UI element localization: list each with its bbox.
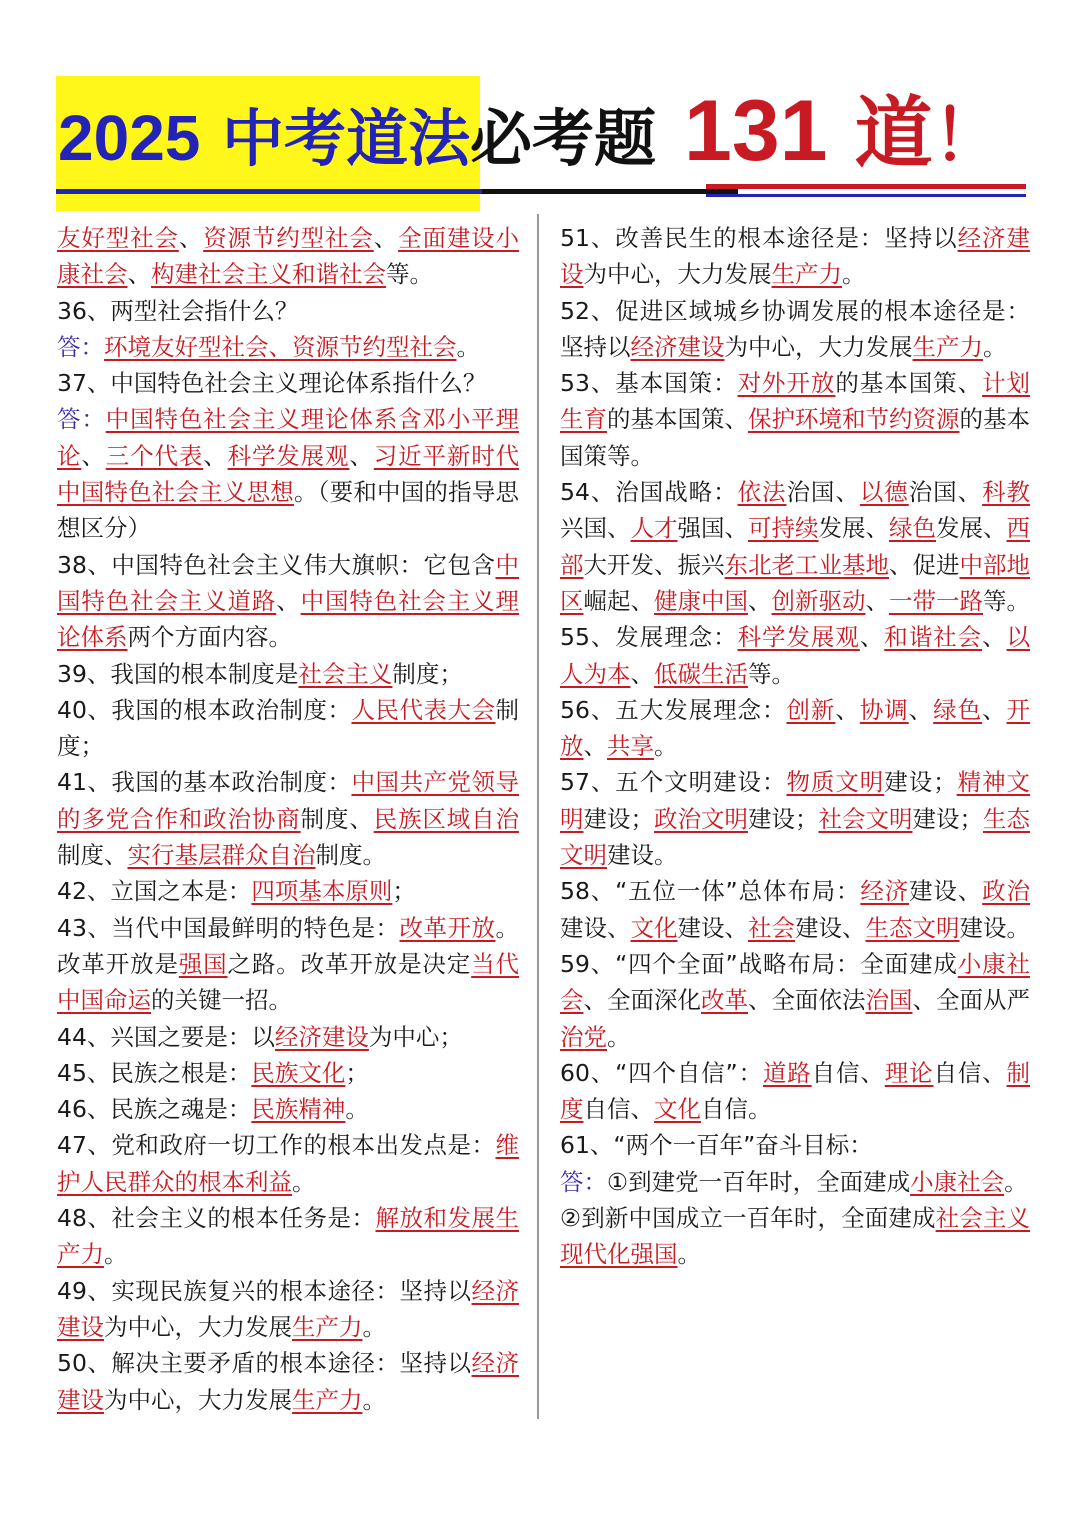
key-term: 资源节约型社会: [203, 224, 374, 252]
body-text: 38、中国特色社会主义伟大旗帜：它包含: [57, 550, 496, 579]
key-term: 政治: [982, 877, 1031, 906]
body-text: 56、五大发展理念：: [560, 695, 787, 724]
body-text: 建设；: [583, 804, 654, 833]
body-text: 建设；: [912, 804, 983, 833]
body-text: 建设、: [909, 877, 983, 906]
list-item: [57, 293, 519, 329]
key-term: 以德: [859, 478, 909, 507]
body-text: 之路。改革开放是决定: [227, 949, 472, 978]
key-term: 理论: [884, 1058, 934, 1087]
key-term: 社会主义: [298, 659, 393, 688]
body-text: 42、立国之本是：: [57, 877, 252, 906]
key-term: 政治文明: [654, 804, 748, 833]
title-underline-blue: [56, 189, 482, 194]
list-item: [57, 692, 519, 765]
list-item: [560, 1127, 1030, 1163]
body-text: 、: [748, 586, 772, 615]
body-text: 。: [362, 1385, 386, 1414]
key-term: 物质文明: [786, 768, 885, 797]
key-term: 当代中国命运: [57, 949, 520, 1015]
key-term: 经济建设: [274, 1022, 369, 1051]
body-text: 37、中国特色社会主义理论体系指什么？: [57, 369, 487, 398]
body-text: 。: [104, 1240, 128, 1269]
body-text: 。: [983, 332, 1007, 361]
body-text: 59、“四个全面”战略布局：全面建成: [560, 949, 958, 978]
body-text: 。: [362, 1312, 386, 1341]
body-text: 。（要和中国的指导思想区分）: [57, 478, 520, 543]
title-underline-red: [706, 184, 1026, 189]
body-text: 强国、: [677, 514, 748, 543]
body-text: ①到建党一百年时，全面建成: [607, 1167, 911, 1196]
key-term: 和谐社会: [884, 623, 983, 652]
body-text: 为中心，大力发展: [104, 1312, 292, 1341]
list-item: [560, 873, 1030, 946]
key-term: 经济建设: [57, 1349, 520, 1414]
body-text: 制度、: [57, 841, 128, 870]
list-item: [560, 1164, 1030, 1200]
key-term: 民族精神: [251, 1095, 346, 1124]
key-term: 人才: [630, 514, 678, 543]
key-term: 中国特色社会主义理论体系含邓小平理论: [57, 405, 520, 470]
key-term: 西部: [560, 514, 1030, 579]
body-text: 建设；: [748, 804, 819, 833]
key-term: 改革开放: [399, 913, 496, 942]
body-text: 的关键一招。: [151, 986, 292, 1015]
body-text: 61、“两个一百年”奋斗目标：: [560, 1131, 873, 1160]
body-text: 建设、: [560, 913, 631, 942]
body-text: 、: [178, 224, 204, 252]
title-count: 131: [683, 83, 828, 179]
list-item: [560, 692, 1030, 765]
key-term: 生产力: [771, 260, 842, 289]
body-text: 、: [583, 732, 607, 761]
key-term: 经济: [860, 877, 910, 906]
list-item: [560, 1055, 1030, 1128]
key-term: 开放: [560, 695, 1031, 761]
key-term: 中国特色社会主义理论体系: [57, 586, 520, 652]
list-item: [57, 910, 519, 1019]
body-text: 、: [349, 441, 374, 470]
key-term: 以人为本: [560, 623, 1031, 688]
title-exclamation: ！: [932, 95, 1003, 177]
body-text: 、: [982, 623, 1007, 652]
key-term: 低碳生活: [654, 659, 748, 688]
key-term: 文化: [630, 913, 678, 942]
body-text: 、: [81, 441, 106, 470]
list-item: [560, 220, 1030, 293]
key-term: 精神文明: [560, 768, 1031, 833]
body-text: 的基本国策等。: [560, 405, 1030, 470]
page-title: [56, 76, 1026, 211]
body-text: 大开发、振兴: [583, 550, 725, 579]
body-text: 。: [677, 1240, 701, 1269]
body-text: 、: [908, 695, 934, 724]
body-text: 52、促进区域城乡协调发展的根本途径是：坚持以: [560, 296, 1030, 361]
body-text: 治国、: [786, 478, 860, 507]
key-term: 小康社会: [910, 1167, 1005, 1196]
body-text: 41、我国的基本政治制度：: [57, 768, 352, 797]
left-column: [57, 220, 519, 1418]
body-text: 。改革开放是: [57, 913, 520, 978]
key-term: 小康社会: [560, 949, 1030, 1015]
body-text: 建设；: [884, 768, 957, 797]
key-term: 民族文化: [251, 1058, 346, 1087]
body-text: 两个方面内容。: [127, 623, 292, 652]
key-term: 经济建设: [560, 224, 1031, 289]
body-text: 建设、: [677, 913, 748, 942]
body-text: 为中心，大力发展: [104, 1385, 292, 1414]
key-term: 全面建设小康社会: [57, 224, 520, 289]
key-term: 维护人民群众的根本利益: [57, 1131, 519, 1196]
body-text: 兴国、: [560, 514, 631, 543]
key-term: 改革: [701, 986, 748, 1015]
body-text: 、: [982, 695, 1007, 724]
key-term: 经济建设: [630, 332, 725, 361]
key-term: 道路: [762, 1058, 812, 1087]
key-term: 对外开放: [737, 369, 836, 398]
body-text: 、: [630, 659, 654, 688]
key-term: 创新驱动: [771, 586, 866, 615]
body-text: 。: [1004, 1167, 1028, 1196]
list-item: [560, 365, 1030, 474]
body-text: 发展、: [936, 514, 1007, 543]
key-term: 治国: [865, 986, 913, 1015]
list-item: [57, 365, 519, 401]
body-text: 崛起、: [583, 586, 654, 615]
body-text: 49、实现民族复兴的根本途径：坚持以: [57, 1276, 472, 1305]
key-term: 生产力: [292, 1312, 363, 1341]
key-term: 构建社会主义和谐社会: [151, 260, 386, 289]
key-term: 可持续: [748, 514, 819, 543]
key-term: 绿色: [933, 695, 983, 724]
list-item: [57, 1091, 519, 1127]
body-text: 53、基本国策：: [560, 369, 738, 398]
list-item: [57, 1273, 519, 1346]
key-term: 中国特色社会主义道路: [57, 550, 519, 615]
body-text: 。: [456, 332, 480, 361]
key-term: 科学发展观: [227, 441, 350, 470]
body-text: 44、兴国之要是：以: [57, 1022, 275, 1051]
key-term: 科学发展观: [737, 623, 860, 652]
body-text: 治国、: [908, 478, 983, 507]
body-text: 。: [345, 1095, 369, 1124]
list-item: [560, 1200, 1030, 1273]
body-text: 58、“五位一体”总体布局：: [560, 877, 861, 906]
body-text: 43、当代中国最鲜明的特色是：: [57, 913, 400, 942]
key-term: 人民代表大会: [351, 695, 496, 724]
list-item: [57, 1200, 519, 1273]
list-item: [57, 764, 519, 873]
body-text: 、促进: [889, 550, 960, 579]
key-term: 科教: [982, 478, 1031, 507]
key-term: 三个代表: [105, 441, 204, 470]
key-term: 实行基层群众自治: [127, 841, 316, 870]
body-text: 。: [292, 1167, 316, 1196]
title-unit: 道: [827, 89, 933, 179]
key-term: 生产力: [292, 1385, 363, 1414]
body-text: 等。: [748, 659, 795, 688]
key-term: 绿色: [889, 514, 936, 543]
body-text: 40、我国的根本政治制度：: [57, 695, 352, 724]
body-text: 、: [276, 586, 301, 615]
key-term: 保护环境和节约资源: [748, 405, 960, 434]
key-term: 解放和发展生产力: [57, 1204, 520, 1269]
body-text: 制度、: [300, 804, 374, 833]
body-text: 为中心，大力发展: [724, 332, 913, 361]
body-text: 等。: [386, 260, 433, 289]
key-term: 友好型社会: [57, 224, 179, 252]
body-text: 发展、: [818, 514, 889, 543]
body-text: ；: [345, 1058, 369, 1087]
key-term: 四项基本原则: [251, 877, 393, 906]
key-term: 创新: [786, 695, 836, 724]
body-text: 、: [859, 623, 885, 652]
body-text: 、: [127, 260, 151, 289]
key-term: 社会文明: [818, 804, 913, 833]
body-text: 的基本国策、: [835, 369, 983, 398]
key-term: 环境友好型社会、资源节约型社会: [104, 332, 457, 361]
right-column: [560, 220, 1030, 1273]
body-text: 为中心，大力发展: [583, 260, 772, 289]
list-item: [57, 401, 519, 546]
key-term: 生态文明: [865, 913, 960, 942]
body-text: 自信。: [701, 1095, 772, 1124]
body-text: 建设。: [959, 913, 1030, 942]
body-text: ；: [392, 877, 416, 906]
body-text: 。: [607, 1022, 631, 1051]
list-item: [560, 946, 1030, 1055]
answer-label: 答：: [57, 332, 104, 361]
body-text: 建设、: [795, 913, 866, 942]
body-text: 等。: [983, 586, 1030, 615]
list-item: [57, 547, 519, 656]
body-text: 、全面深化: [583, 986, 701, 1015]
list-item: [57, 220, 519, 293]
key-term: 制度: [560, 1058, 1031, 1124]
title-must-test: 必考题: [469, 102, 656, 175]
key-term: 经济建设: [57, 1276, 520, 1341]
body-text: 50、解决主要矛盾的根本途径：坚持以: [57, 1349, 472, 1378]
body-text: 、全面从严: [912, 986, 1030, 1015]
body-text: 的基本国策、: [607, 405, 748, 434]
list-item: [57, 1127, 519, 1200]
list-item: [57, 1345, 519, 1418]
list-item: [560, 474, 1030, 619]
body-text: 36、两型社会指什么？: [57, 296, 299, 325]
body-text: 建设。: [607, 841, 678, 870]
key-term: 一带一路: [889, 586, 983, 615]
body-text: 制度；: [392, 659, 463, 688]
key-term: 文化: [654, 1095, 701, 1124]
body-text: 55、发展理念：: [560, 623, 738, 652]
title-underline-black: [482, 189, 738, 194]
body-text: 45、民族之根是：: [57, 1058, 252, 1087]
body-text: 39、我国的根本制度是: [57, 659, 299, 688]
title-year: 2025: [58, 102, 201, 174]
body-text: 制度。: [315, 841, 386, 870]
key-term: 健康中国: [654, 586, 748, 615]
column-divider: [537, 214, 539, 1419]
body-text: 、: [203, 441, 228, 470]
body-text: 60、“四个自信”：: [560, 1058, 763, 1087]
key-term: 生态文明: [560, 804, 1030, 870]
body-text: 54、治国战略：: [560, 478, 738, 507]
title-subject: 中考道法: [200, 102, 470, 175]
key-term: 社会主义现代化强国: [560, 1204, 1030, 1269]
key-term: 协调: [859, 695, 909, 724]
body-text: 、: [865, 586, 889, 615]
list-item: [560, 619, 1030, 692]
key-term: 社会: [748, 913, 795, 942]
body-text: 51、改善民生的根本途径是：坚持以: [560, 224, 958, 252]
list-item: [57, 1055, 519, 1091]
key-term: 中国共产党领导的多党合作和政治协商: [57, 768, 519, 833]
body-text: 。: [842, 260, 866, 289]
answer-label: 答：: [57, 405, 106, 434]
body-text: 。: [654, 732, 678, 761]
key-term: 依法: [737, 478, 787, 507]
key-term: 中部地区: [560, 550, 1030, 615]
body-text: 自信、: [583, 1095, 654, 1124]
key-term: 强国: [178, 949, 228, 978]
title-underline-blue-thin: [706, 194, 1026, 197]
key-term: 民族区域自治: [373, 804, 520, 833]
body-text: 、: [373, 224, 399, 252]
key-term: 东北老工业基地: [724, 550, 889, 579]
body-text: 、全面依法: [748, 986, 866, 1015]
body-text: 自信、: [933, 1058, 1007, 1087]
list-item: [57, 656, 519, 692]
key-term: 生产力: [912, 332, 983, 361]
body-text: ②到新中国成立一百年时，全面建成: [560, 1204, 936, 1233]
body-text: 46、民族之魂是：: [57, 1095, 252, 1124]
key-term: 习近平新时代中国特色社会主义思想: [57, 441, 520, 507]
body-text: 57、五个文明建设：: [560, 768, 787, 797]
body-text: 、: [835, 695, 860, 724]
body-text: 为中心；: [368, 1022, 463, 1051]
key-term: 共享: [607, 732, 654, 761]
list-item: [560, 293, 1030, 366]
key-term: 治党: [560, 1022, 607, 1051]
body-text: 自信、: [811, 1058, 885, 1087]
body-text: 制度；: [57, 695, 519, 761]
list-item: [560, 764, 1030, 873]
title-text: [58, 83, 1003, 179]
body-text: 48、社会主义的根本任务是：: [57, 1204, 376, 1233]
answer-label: 答：: [560, 1167, 607, 1196]
body-text: 47、党和政府一切工作的根本出发点是：: [57, 1131, 496, 1160]
list-item: [57, 1019, 519, 1055]
list-item: [57, 873, 519, 909]
key-term: 计划生育: [560, 369, 1031, 434]
list-item: [57, 329, 519, 365]
